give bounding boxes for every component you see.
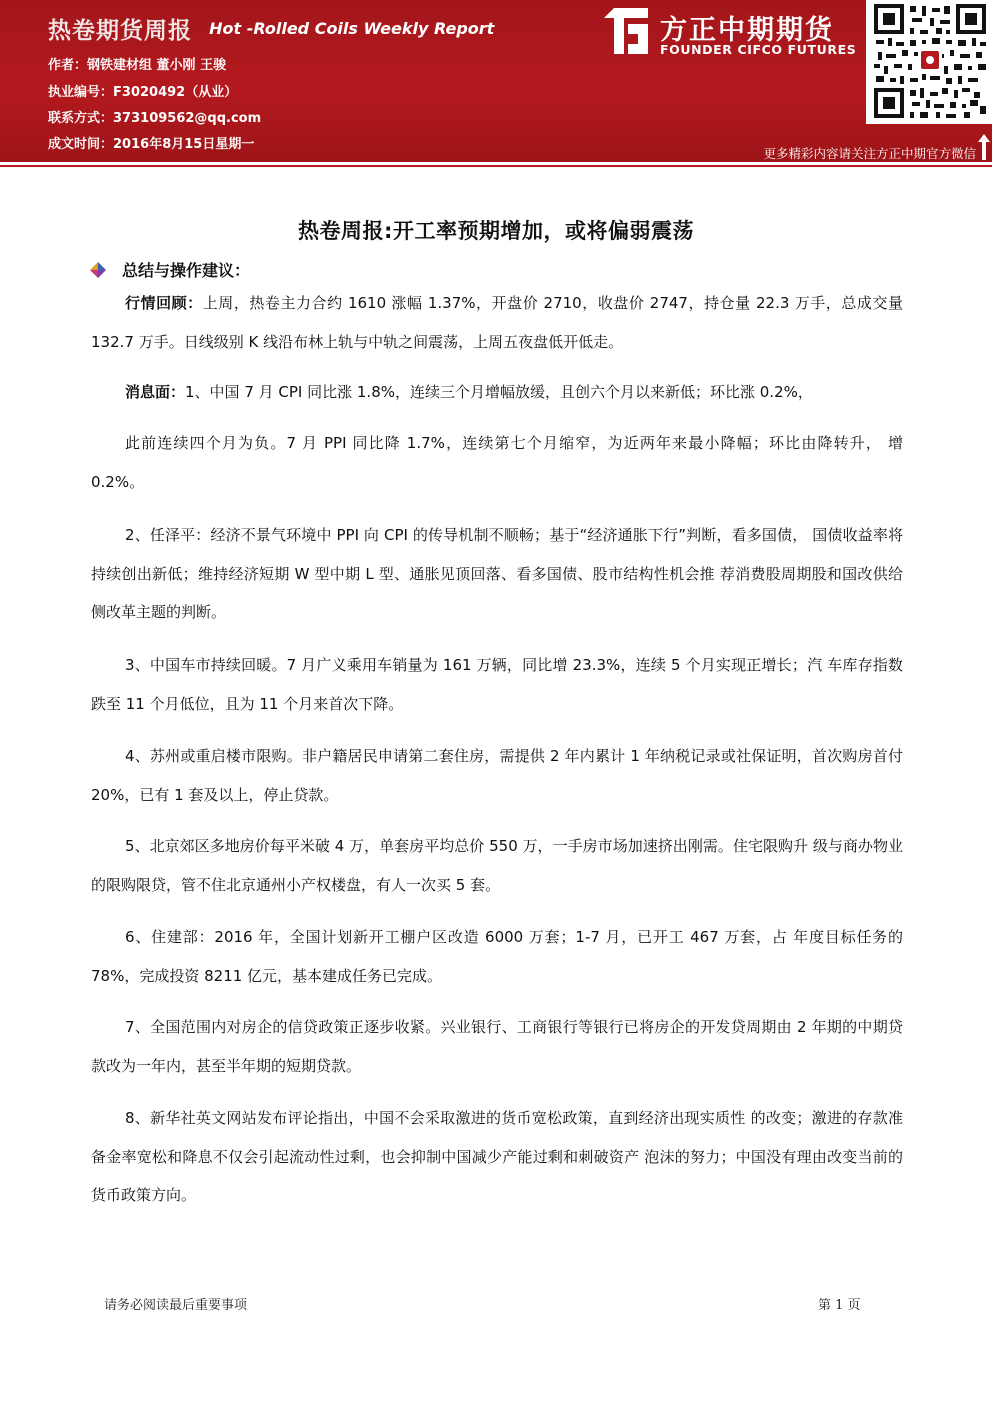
license-label: 执业编号：	[48, 85, 114, 100]
wechat-qr-code	[866, 0, 992, 124]
contact-label: 联系方式：	[48, 111, 114, 126]
license-line	[48, 81, 237, 100]
author-line	[48, 54, 226, 73]
founder-logo-icon	[604, 8, 648, 54]
report-header	[0, 0, 992, 162]
news-item-1-continued: 此前连续四个月为负。7 月 PPI 同比降 1.7%，连续第七个月缩窄，为近两年来最小降幅；环比由降转升， 增 0.2%。	[91, 434, 903, 491]
date-label: 成文时间：	[48, 137, 114, 152]
market-review-text: 上周，热卷主力合约 1610 涨幅 1.37%，开盘价 2710，收盘价 2747，持仓量 22.3 万手，总成交量 132.7 万手。日线级别 K 线沿布林上轨与中轨之间震荡，上周五夜盘低开低走。	[91, 294, 903, 351]
qr-code-icon	[874, 4, 986, 118]
section-title: 总结与操作建议：	[122, 261, 251, 280]
author-label: 作者：	[48, 58, 88, 73]
header-title-row	[48, 12, 494, 45]
market-review-label: 行情回顾：	[125, 294, 203, 312]
news-item-1-line1: 1、中国 7 月 CPI 同比涨 1.8%，连续三个月增幅放缓，且创六个月以来新低；环比涨 0.2%，	[185, 383, 813, 401]
wechat-follow-note: 更多精彩内容请关注方正中期官方微信	[763, 146, 976, 161]
company-logo	[604, 6, 857, 60]
contact-line	[48, 107, 261, 126]
header-divider-red	[0, 165, 992, 167]
news-item-2: 2、任泽平：经济不景气环境中 PPI 向 CPI 的传导机制不顺畅；基于“经济通胀下行”判断，看多国债， 国债收益率将持续创出新低；维持经济短期 W 型中期 L 型、通胀见顶回落、看多国债、股市结构性机会推 荐消费股周期股和国改供给侧改革主题的判断。	[91, 526, 903, 621]
news-item-3: 3、中国车市持续回暖。7 月广义乘用车销量为 161 万辆，同比增 23.3%，连续 5 个月实现正增长；汽 车库存指数跌至 11 个月低位，且为 11 个月来首次下降。	[91, 656, 903, 713]
news-heading-line	[91, 373, 903, 412]
section-heading	[90, 258, 250, 281]
news-item-7: 7、全国范围内对房企的信贷政策正逐步收紧。兴业银行、工商银行等银行已将房企的开发贷周期由 2 年期的中期贷款改为一年内，甚至半年期的短期贷款。	[91, 1018, 903, 1075]
page-number: 第 1 页	[818, 1298, 861, 1313]
date-value: 2016年8月15日星期一	[113, 137, 255, 152]
news-item-5: 5、北京郊区多地房价每平米破 4 万，单套房平均总价 550 万，一手房市场加速挤出刚需。住宅限购升 级与商办物业的限购限贷，管不住北京通州小产权楼盘，有人一次买 5 套。	[91, 837, 903, 894]
footer-notice: 请务必阅读最后重要事项	[104, 1298, 248, 1313]
news-label: 消息面：	[125, 383, 186, 401]
logo-text-en: FOUNDER CIFCO FUTURES	[660, 42, 857, 57]
report-title-en: Hot -Rolled Coils Weekly Report	[209, 19, 495, 38]
contact-email[interactable]: 373109562@qq.com	[113, 111, 262, 126]
news-item-4: 4、苏州或重启楼市限购。非户籍居民申请第二套住房，需提供 2 年内累计 1 年纳税记录或社保证明，首次购房首付 20%，已有 1 套及以上，停止贷款。	[91, 747, 903, 804]
license-value: F3020492（从业）	[113, 85, 238, 100]
date-line	[48, 133, 254, 152]
logo-text-cn: 方正中期期货	[660, 15, 834, 46]
document-title: 热卷周报:开工率预期增加，或将偏弱震荡	[298, 219, 694, 243]
bullet-diamond-icon	[90, 262, 106, 278]
news-item-6: 6、住建部：2016 年，全国计划新开工棚户区改造 6000 万套；1-7 月，已开工 467 万套，占 年度目标任务的 78%，完成投资 8211 亿元，基本建成任务已完成。	[91, 928, 903, 985]
news-item-8: 8、新华社英文网站发布评论指出，中国不会采取激进的货币宽松政策，直到经济出现实质性 的改变；激进的存款准备金率宽松和降息不仅会引起流动性过剩，也会抑制中国减少产能过剩和刺破资产 泡沫的努力；中国没有理由改变当前的货币政策方向。	[91, 1109, 903, 1204]
market-review-paragraph	[91, 284, 903, 361]
arrow-up-icon	[978, 134, 990, 160]
report-title-cn: 热卷期货周报	[48, 18, 192, 44]
author-value: 钢铁建材组 董小刚 王骏	[87, 58, 227, 73]
